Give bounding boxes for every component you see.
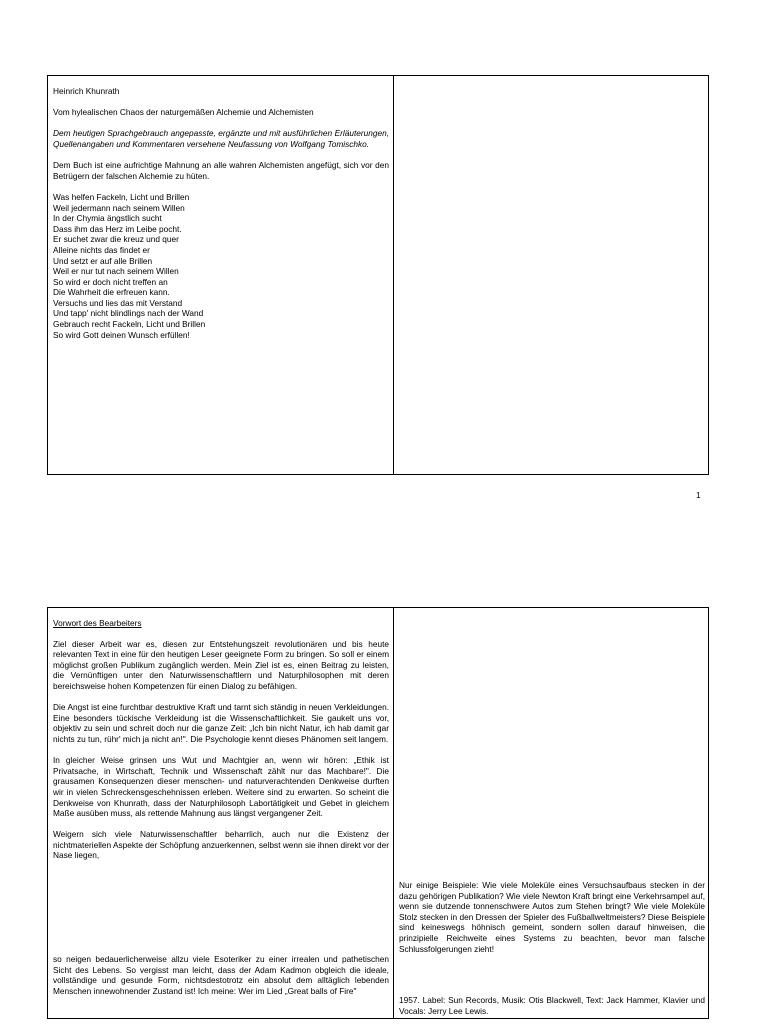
page-number: 1: [696, 490, 701, 500]
poem-line: So wird er doch nicht treffen an: [53, 276, 168, 287]
column-divider: [393, 608, 394, 1018]
poem-line: Versuchs und lies das mit Verstand: [53, 297, 183, 308]
poem-line: Und tapp' nicht blindlings nach der Wand: [53, 308, 204, 319]
poem-line: Alleine nichts das findet er: [53, 244, 150, 255]
poem: [53, 192, 389, 340]
poem-line: Gebrauch recht Fackeln, Licht und Brillen: [53, 319, 206, 330]
poem-line: Weil jedermann nach seinem Willen: [53, 202, 185, 213]
section-heading: Vorwort des Bearbeiters: [53, 618, 142, 628]
continuation-paragraph: so neigen bedauerlicherweise allzu viele Esoteriker zu einer irrealen und pathetischen Sicht des Lebens. So vergisst man leicht, dass der Adam Kadmon obgleich die ideale, vollständige und gesunde Form, nichtsdestotrotz ein absolut dem alltäglich lebenden Menschen innewohnender Zustand ist! Ich meine: Wer im Lied „Great balls of Fire": [53, 954, 389, 996]
paragraph: Die Angst ist eine furchtbar destruktive Kraft und tarnt sich ständig in neuen Verkleidungen. Eine besonders tückische Verkleidung ist die Wissenschaftlichkeit. Sie gaukelt uns vor, objektiv zu sein und schreit doch nur die ganze Zeit: „Ich bin nicht Natur, ich hab damit gar nichts zu tun, rühr' mich ja nicht an!". Die Psychologie kennt dieses Phänomen seit langem.: [53, 702, 389, 744]
poem-line: Weil er nur tut nach seinem Willen: [53, 266, 179, 277]
subtitle: Dem heutigen Sprachgebrauch angepasste, ergänzte und mit ausführlichen Erläuterungen, Quellenangaben und Kommentaren versehene Neufassung von Wolfgang Tomischko.: [53, 128, 389, 149]
page2-table: [47, 607, 709, 1019]
poem-line: Er suchet zwar die kreuz und quer: [53, 234, 179, 245]
book-title: Vom hylealischen Chaos der naturgemäßen Alchemie und Alchemisten: [53, 107, 314, 118]
poem-line: Die Wahrheit die erfreuen kann.: [53, 287, 170, 298]
poem-line: Und setzt er auf alle Brillen: [53, 255, 153, 266]
author: Heinrich Khunrath: [53, 86, 120, 96]
poem-line: In der Chymia ängstlich sucht: [53, 213, 162, 224]
page2-left-column: [53, 618, 389, 872]
paragraph: Weigern sich viele Naturwissenschaftler beharrlich, auch nur die Existenz der nichtmateriellen Aspekte der Schöpfung anzuerkennen, selbst wenn sie ihnen direkt vor der Nase liegen,: [53, 829, 389, 861]
poem-line: Dass ihm das Herz im Leibe pocht.: [53, 223, 182, 234]
column-divider: [393, 76, 394, 474]
page1-left-column: [53, 86, 389, 340]
margin-note: 1957. Label: Sun Records, Musik: Otis Blackwell, Text: Jack Hammer, Klavier und Vocals: Jerry Lee Lewis.: [399, 995, 705, 1016]
paragraph: Ziel dieser Arbeit war es, diesen zur Entstehungszeit revolutionären und bis heute relevanten Text in eine für den heutigen Leser geeignete Form zu bringen. So soll er einem möglichst großen Publikum zugänglich werden. Mein Ziel ist es, einen Beitrag zu leisten, die Vernünftigen unter den Naturwissenschaftlern und Naturphilosophen mit deren bereichsweise hohen Kompetenzen für einen Dialog zu befähigen.: [53, 638, 389, 691]
poem-line: So wird Gott deinen Wunsch erfüllen!: [53, 329, 190, 340]
poem-line: Was helfen Fackeln, Licht und Brillen: [53, 191, 190, 202]
paragraph: In gleicher Weise grinsen uns Wut und Machtgier an, wenn wir hören: „Ethik ist Privatsache, in Wirtschaft, Technik und Wissenschaft zählt nur das Machbare!". Die grausamen Konsequenzen dieser menschen- und naturverachtenden Denkweise durften wir in vielen Schreckensgeschehnissen erleben. Weitere sind zu erwarten. So scheint die Denkweise von Khunrath, dass der Naturphilosoph Labortätigkeit und Gebet in gleichem Maße ausüben muss, als rettende Mahnung aus längst vergangener Zeit.: [53, 755, 389, 819]
page1-table: [47, 75, 709, 475]
margin-note: Nur einige Beispiele: Wie viele Moleküle eines Versuchsaufbaus stecken in der dazu gehörigen Publikation? Wie viele Newton Kraft bringt eine Verkehrsampel auf, wenn sie dutzende tonnenschwere Autos zum Stehen bringt? Wie viele Moleküle Stolz stecken in den Dressen der Spieler des Fußballweltmeisters? Diese Beispiele sind keineswegs höhnisch gemeint, sondern sollen darauf hinweisen, die prinzipielle Reichweite eines Systems zu beachten, bevor man falsche Schlussfolgerungen zieht!: [399, 880, 705, 954]
intro-text: Dem Buch ist eine aufrichtige Mahnung an alle wahren Alchemisten angefügt, sich vor den Betrügern der falschen Alchemie zu hüten.: [53, 160, 389, 181]
